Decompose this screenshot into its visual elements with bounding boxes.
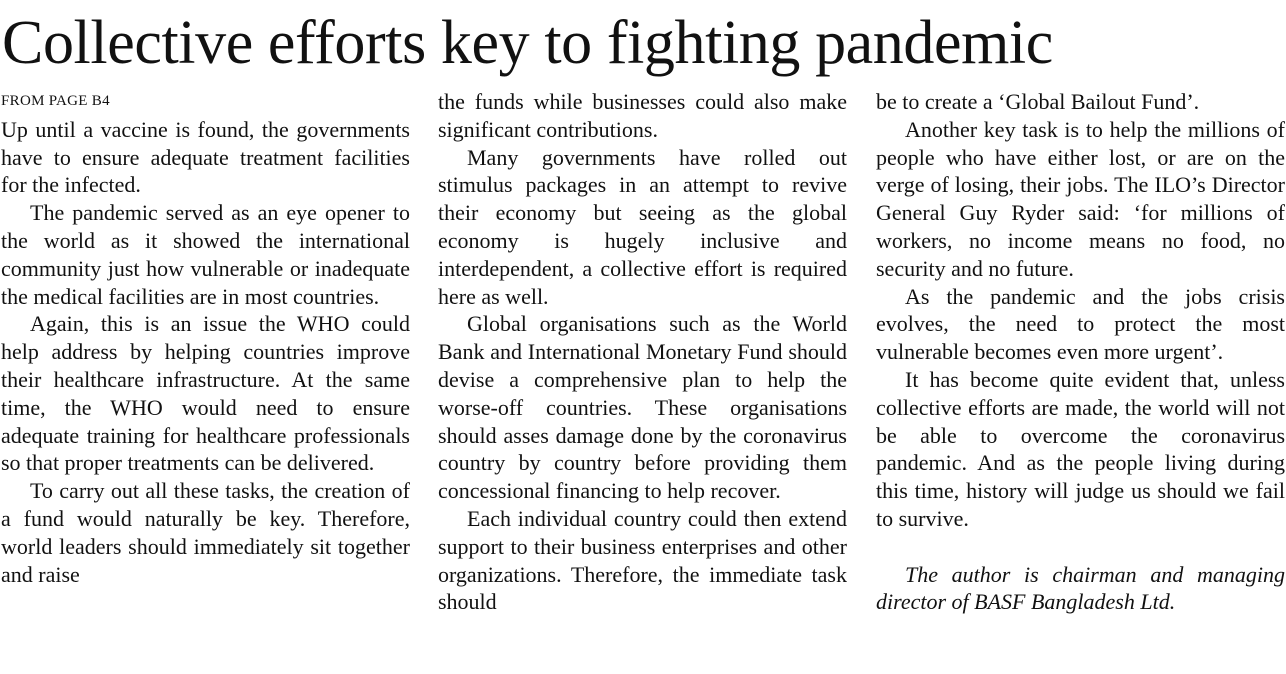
- spacer: [876, 533, 1285, 561]
- paragraph: It has become quite evident that, unless collective efforts are made, the world will not be able to overcome the coronavirus pandemic. And as the people living during this time, history will judge us should we fail to survive.: [876, 366, 1285, 531]
- paragraph: Again, this is an issue the WHO could help address by helping countries improve their healthcare infrastructure. At the same time, the WHO would need to ensure adequate training for healthcare professionals so that proper treatments can be delivered.: [1, 311, 410, 476]
- author-byline: The author is chairman and managing director of BASF Bangladesh Ltd.: [876, 561, 1285, 615]
- paragraph: The pandemic served as an eye opener to the world as it showed the international community just how vulnerable or inadequate the medical facilities are in most countries.: [1, 200, 410, 309]
- paragraph: As the pandemic and the jobs crisis evolves, the need to protect the most vulnerable becomes even more urgent’.: [876, 283, 1285, 365]
- paragraph: Each individual country could then extend support to their business enterprises and other organizations. Therefore, the immediate task should: [438, 505, 847, 615]
- paragraph: the funds while businesses could also make significant contributions.: [438, 89, 847, 142]
- paragraph: Global organisations such as the World Bank and International Monetary Fund should devise a comprehensive plan to help the worse-off countries. These organisations should asses damage done by the coronavirus country by country before providing them concessional financing to help recover.: [438, 311, 847, 504]
- paragraph: To carry out all these tasks, the creation of a fund would naturally be key. Therefore, world leaders should immediately sit together and raise: [1, 478, 410, 587]
- paragraph: be to create a ‘Global Bailout Fund’.: [876, 89, 1200, 114]
- paragraph: Many governments have rolled out stimulus packages in an attempt to revive their economy but seeing as the global economy is hugely inclusive and interdependent, a collective effort is required here as well.: [438, 144, 847, 309]
- column-3: [876, 88, 1285, 616]
- paragraph: Up until a vaccine is found, the governments have to ensure adequate treatment facilities for the infected.: [1, 116, 410, 198]
- headline: Collective efforts key to fighting pandemic: [2, 9, 1053, 77]
- continued-from-label: FROM PAGE B4: [1, 93, 110, 109]
- column-2: [438, 88, 847, 616]
- paragraph: Another key task is to help the millions of people who have either lost, or are on the verge of losing, their jobs. The ILO’s Director General Guy Ryder said: ‘for millions of workers, no income means no food, no security and no future.: [876, 116, 1285, 281]
- column-1: [1, 88, 410, 588]
